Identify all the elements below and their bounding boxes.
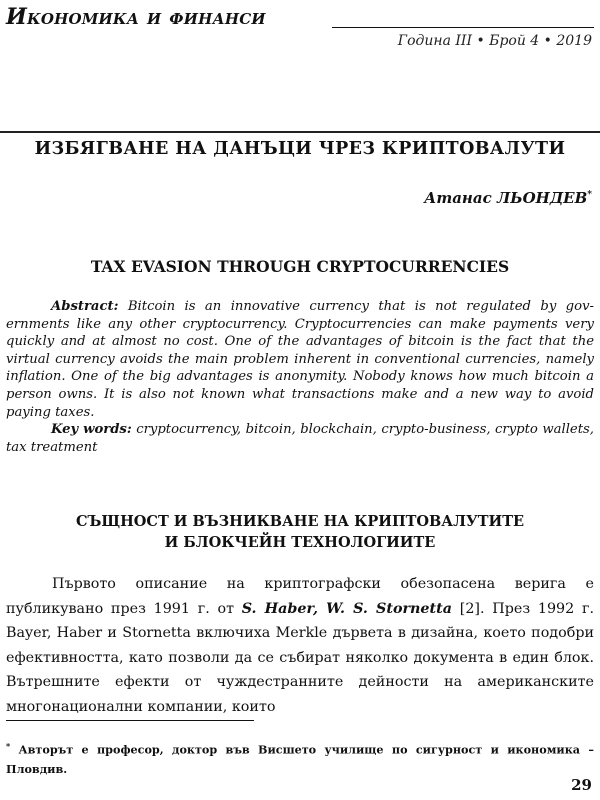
abstract-text: Bitcoin is an innovative currency that is not regulated by governments like any other cryptocurrency. Cryptocurrencies can make payments very quickly and at almost no cost. One of the advantages of bitcoin is the fact that the virtual currency avoids the main problem inherent in conventional currencies, namely inflation. One of the big advantages is anonymity. Nobody knows how much bitcoin a person owns. It is also not known what transactions make and a new way to avoid paying taxes. xyxy=(6,299,594,420)
article-title-bg: ИЗБЯГВАНЕ НА ДАНЪЦИ ЧРЕЗ КРИПТОВАЛУТИ xyxy=(34,139,566,159)
body-paragraph xyxy=(6,572,594,720)
body-text-part-2: [2]. През 1992 г. Bayer, Haber и Stornetta включиха Merkle дървета в дизайна, което подобри ефективността, като позволи да се събират няколко документа в един блок. Вътрешните ефекти от чуждестранните дейности на американските многонационални компании, които xyxy=(6,600,594,715)
title-divider xyxy=(0,131,600,133)
keywords-text: cryptocurrency, bitcoin, blockchain, crypto-business, crypto wallets, tax treatment xyxy=(6,422,594,455)
abstract-block xyxy=(6,298,594,456)
author-name xyxy=(424,189,592,207)
keywords-paragraph xyxy=(6,421,594,456)
author-name-text: Атанас ЛЬОНДЕВ xyxy=(424,189,588,207)
article-title-en: TAX EVASION THROUGH CRYPTOCURRENCIES xyxy=(90,257,510,276)
keywords-label: Key words: xyxy=(51,422,132,438)
section-heading-line-1: СЪЩНОСТ И ВЪЗНИКВАНЕ НА КРИПТОВАЛУТИТЕ xyxy=(75,513,525,530)
body-text xyxy=(6,572,594,720)
section-heading-line-2: И БЛОКЧЕЙН ТЕХНОЛОГИИТЕ xyxy=(164,534,436,551)
body-text-part-1: Първото описание на криптографски обезопасена верига е публикувано през 1991 г. от xyxy=(6,576,594,617)
header-rule xyxy=(332,27,594,28)
issue-line: Година III • Брой 4 • 2019 xyxy=(397,33,592,49)
footnote-text: Авторът е професор, доктор във Висшето училище по сигурност и икономика – Пловдив. xyxy=(6,742,594,776)
reference-authors: S. Haber, W. S. Stornetta xyxy=(241,600,453,617)
footnote xyxy=(6,737,594,779)
author-footnote-mark: * xyxy=(587,190,592,200)
footnote-rule xyxy=(6,720,254,721)
journal-title: Икономика и финанси xyxy=(6,4,266,30)
page-number: 29 xyxy=(571,776,592,794)
section-heading xyxy=(0,511,600,553)
abstract-paragraph xyxy=(6,298,594,421)
abstract-label: Abstract: xyxy=(51,299,119,314)
footnote-mark: * xyxy=(6,741,11,751)
